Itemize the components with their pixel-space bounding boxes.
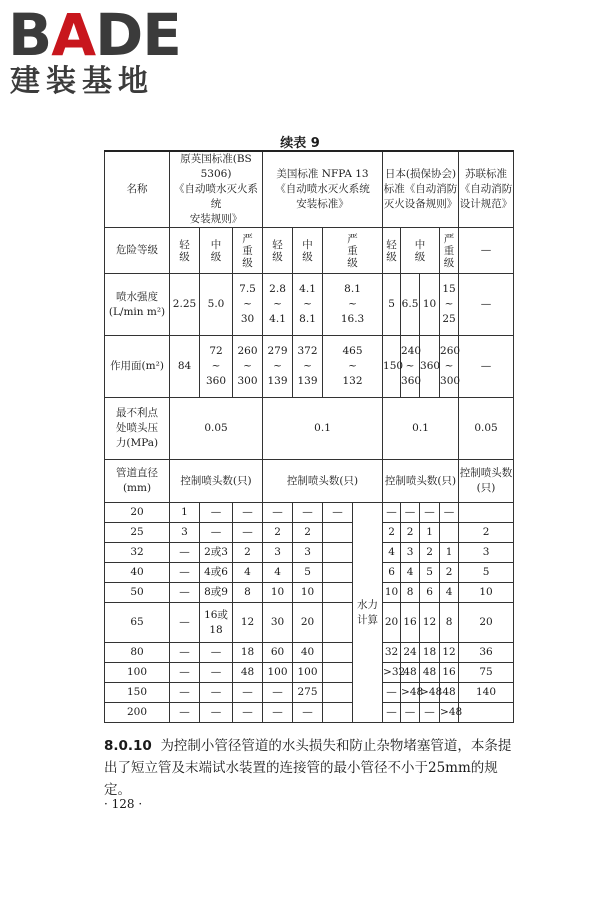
- uk-area-light: 84: [170, 336, 200, 398]
- jp-light-cell: 6: [383, 563, 401, 583]
- pipe-diameter: 80: [105, 643, 170, 663]
- us-mid-cell: 40: [293, 643, 323, 663]
- jp-light-cell: 32: [383, 643, 401, 663]
- uk-light-cell: —: [170, 603, 200, 643]
- uk-light-cell: —: [170, 583, 200, 603]
- uk-light-cell: —: [170, 703, 200, 723]
- jp-light-cell: —: [383, 683, 401, 703]
- su-area: —: [459, 336, 514, 398]
- jp-light-cell: 2: [383, 523, 401, 543]
- su-cell: 10: [459, 583, 514, 603]
- jp-pressure: 0.1: [383, 398, 459, 460]
- jp-mid2-cell: 1: [420, 523, 440, 543]
- jp-mid-cell: —: [401, 703, 420, 723]
- us-mid-cell: —: [293, 703, 323, 723]
- uk-mid-cell: 4或6: [200, 563, 233, 583]
- jp-intensity-light: 5: [383, 274, 401, 336]
- jp-mid2-cell: 5: [420, 563, 440, 583]
- header-su: 苏联标准 《自动消防 设计规范》: [459, 151, 514, 228]
- us-mid-cell: —: [293, 503, 323, 523]
- jp-heavy-cell: [440, 523, 459, 543]
- su-cell: 20: [459, 603, 514, 643]
- jp-light-cell: —: [383, 503, 401, 523]
- uk-light-cell: —: [170, 683, 200, 703]
- us-intensity-light: 2.8 ~ 4.1: [263, 274, 293, 336]
- jp-intensity-mid2: 10: [420, 274, 440, 336]
- jp-mid-cell: —: [401, 503, 420, 523]
- pipe-diameter: 50: [105, 583, 170, 603]
- uk-mid-cell: —: [200, 703, 233, 723]
- jp-heavy-cell: 16: [440, 663, 459, 683]
- header-jp: 日本(损保协会) 标准《自动消防 灭火设备规则》: [383, 151, 459, 228]
- table-row: [105, 603, 514, 643]
- us-mid-cell: 2: [293, 523, 323, 543]
- su-cell: [459, 703, 514, 723]
- us-light-cell: 2: [263, 523, 293, 543]
- jp-mid-cell: 16: [401, 603, 420, 643]
- us-heavy-cell: [323, 683, 353, 703]
- area-row: [105, 336, 514, 398]
- us-heavy-cell: [323, 663, 353, 683]
- us-intensity-heavy: 8.1 ~ 16.3: [323, 274, 383, 336]
- us-mid-cell: 275: [293, 683, 323, 703]
- us-heavy-cell: [323, 583, 353, 603]
- su-cell: 2: [459, 523, 514, 543]
- us-light: 轻 级: [263, 228, 293, 274]
- su-hazard: —: [459, 228, 514, 274]
- us-heavy-cell: [323, 523, 353, 543]
- uk-sprinkler-count: 控制喷头数(只): [170, 460, 263, 503]
- uk-heavy-cell: 4: [233, 563, 263, 583]
- us-heavy: 严 重 级: [323, 228, 383, 274]
- us-light-cell: 4: [263, 563, 293, 583]
- jp-mid-cell: >48: [401, 683, 420, 703]
- pipe-diameter: 20: [105, 503, 170, 523]
- uk-pressure: 0.05: [170, 398, 263, 460]
- uk-heavy-cell: 18: [233, 643, 263, 663]
- jp-mid2-cell: 6: [420, 583, 440, 603]
- su-cell: 36: [459, 643, 514, 663]
- intensity-row: [105, 274, 514, 336]
- clause-paragraph: [104, 735, 516, 801]
- jp-light-cell: —: [383, 703, 401, 723]
- su-cell: [459, 503, 514, 523]
- jp-mid: 中 级: [401, 228, 440, 274]
- jp-heavy-cell: 4: [440, 583, 459, 603]
- pressure-label: 最不利点 处喷头压 力(MPa): [105, 398, 170, 460]
- us-mid-cell: 100: [293, 663, 323, 683]
- clause-text: 为控制小管径管道的水头损失和防止杂物堵塞管道，本条提出了短立管及末端试水装置的连接管的最小管径不小于25mm的规定。: [104, 738, 512, 798]
- header-us: 美国标准 NFPA 13 《自动喷水灭火系统 安装标准》: [263, 151, 383, 228]
- jp-heavy-cell: 8: [440, 603, 459, 643]
- uk-heavy-cell: 2: [233, 543, 263, 563]
- us-light-cell: 30: [263, 603, 293, 643]
- intensity-label: 喷水强度 (L/min m²): [105, 274, 170, 336]
- jp-intensity-heavy: 15 ~ 25: [440, 274, 459, 336]
- us-area-mid: 372 ~ 139: [293, 336, 323, 398]
- pipe-diameter: 150: [105, 683, 170, 703]
- jp-mid-cell: 3: [401, 543, 420, 563]
- jp-heavy-cell: 12: [440, 643, 459, 663]
- uk-mid-cell: 8或9: [200, 583, 233, 603]
- uk-heavy-cell: —: [233, 683, 263, 703]
- table-row: [105, 503, 514, 523]
- table-row: [105, 663, 514, 683]
- pipe-diameter: 40: [105, 563, 170, 583]
- uk-heavy: 严 重 级: [233, 228, 263, 274]
- pipe-diameter: 100: [105, 663, 170, 683]
- jp-area-heavy: 260 ~ 300: [440, 336, 459, 398]
- page-number: · 128 ·: [104, 797, 143, 811]
- us-intensity-mid: 4.1 ~ 8.1: [293, 274, 323, 336]
- us-light-cell: 100: [263, 663, 293, 683]
- jp-light-cell: 4: [383, 543, 401, 563]
- su-cell: 3: [459, 543, 514, 563]
- logo-subtitle: 建装基地: [10, 64, 154, 99]
- table-row: [105, 703, 514, 723]
- uk-heavy-cell: —: [233, 523, 263, 543]
- uk-mid-cell: —: [200, 663, 233, 683]
- uk-light-cell: —: [170, 543, 200, 563]
- jp-light: 轻 级: [383, 228, 401, 274]
- header-name: 名称: [105, 151, 170, 228]
- uk-light-cell: —: [170, 563, 200, 583]
- header-uk: 原英国标准(BS 5306) 《自动喷水灭火系统 安装规则》: [170, 151, 263, 228]
- us-sprinkler-count: 控制喷头数(只): [263, 460, 383, 503]
- jp-mid2-cell: —: [420, 503, 440, 523]
- logo-wordmark: BADE: [8, 1, 181, 69]
- su-cell: 5: [459, 563, 514, 583]
- table-row: [105, 563, 514, 583]
- jp-heavy: 严 重 级: [440, 228, 459, 274]
- us-heavy-cell: [323, 643, 353, 663]
- uk-light: 轻 级: [170, 228, 200, 274]
- diameter-header-row: [105, 460, 514, 503]
- jp-mid-cell: 48: [401, 663, 420, 683]
- jp-heavy-cell: —: [440, 503, 459, 523]
- jp-area-mid: 240 ~ 360: [401, 336, 420, 398]
- jp-mid2-cell: —: [420, 703, 440, 723]
- uk-mid-cell: —: [200, 643, 233, 663]
- us-area-light: 279 ~ 139: [263, 336, 293, 398]
- uk-intensity-light: 2.25: [170, 274, 200, 336]
- uk-area-mid: 72 ~ 360: [200, 336, 233, 398]
- header-row: [105, 151, 514, 228]
- su-cell: 140: [459, 683, 514, 703]
- jp-mid-cell: 4: [401, 563, 420, 583]
- bade-logo: [8, 1, 181, 104]
- uk-heavy-cell: —: [233, 503, 263, 523]
- us-pressure: 0.1: [263, 398, 383, 460]
- su-sprinkler-count: 控制喷头数(只): [459, 460, 514, 503]
- su-pressure: 0.05: [459, 398, 514, 460]
- uk-heavy-cell: 48: [233, 663, 263, 683]
- us-mid-cell: 5: [293, 563, 323, 583]
- clause-number: 8.0.10: [104, 738, 152, 754]
- table-row: [105, 543, 514, 563]
- jp-mid-cell: 24: [401, 643, 420, 663]
- hazard-label: 危险等级: [105, 228, 170, 274]
- us-area-heavy: 465 ~ 132: [323, 336, 383, 398]
- us-light-cell: —: [263, 683, 293, 703]
- uk-heavy-cell: —: [233, 703, 263, 723]
- uk-intensity-mid: 5.0: [200, 274, 233, 336]
- us-heavy-cell: [323, 603, 353, 643]
- pipe-diameter: 200: [105, 703, 170, 723]
- uk-mid: 中 级: [200, 228, 233, 274]
- us-heavy-cell: [323, 543, 353, 563]
- jp-area-light: 150: [383, 336, 401, 398]
- uk-mid-cell: —: [200, 523, 233, 543]
- jp-heavy-cell: 2: [440, 563, 459, 583]
- hazard-row: [105, 228, 514, 274]
- table-row: [105, 583, 514, 603]
- pressure-row: [105, 398, 514, 460]
- jp-intensity-mid: 6.5: [401, 274, 420, 336]
- us-light-cell: 60: [263, 643, 293, 663]
- uk-heavy-cell: 12: [233, 603, 263, 643]
- uk-mid-cell: —: [200, 503, 233, 523]
- jp-area-mid2: 360: [420, 336, 440, 398]
- jp-sprinkler-count: 控制喷头数(只): [383, 460, 459, 503]
- uk-light-cell: 3: [170, 523, 200, 543]
- jp-light-cell: 20: [383, 603, 401, 643]
- water-calc-cell: 水力 计算: [353, 503, 383, 723]
- jp-mid2-cell: 2: [420, 543, 440, 563]
- jp-heavy-cell: 48: [440, 683, 459, 703]
- jp-mid2-cell: 12: [420, 603, 440, 643]
- table-caption: 续表 9: [280, 136, 320, 151]
- jp-mid-cell: 8: [401, 583, 420, 603]
- uk-light-cell: 1: [170, 503, 200, 523]
- us-heavy-cell: [323, 563, 353, 583]
- area-label: 作用面(m²): [105, 336, 170, 398]
- jp-mid2-cell: 18: [420, 643, 440, 663]
- jp-mid2-cell: 48: [420, 663, 440, 683]
- jp-light-cell: >32: [383, 663, 401, 683]
- diameter-label: 管道直径 (mm): [105, 460, 170, 503]
- su-cell: 75: [459, 663, 514, 683]
- us-mid: 中 级: [293, 228, 323, 274]
- uk-light-cell: —: [170, 663, 200, 683]
- jp-heavy-cell: 1: [440, 543, 459, 563]
- uk-mid-cell: 16或18: [200, 603, 233, 643]
- us-light-cell: —: [263, 703, 293, 723]
- jp-mid2-cell: >48: [420, 683, 440, 703]
- uk-heavy-cell: 8: [233, 583, 263, 603]
- us-light-cell: 3: [263, 543, 293, 563]
- pipe-diameter: 32: [105, 543, 170, 563]
- uk-mid-cell: —: [200, 683, 233, 703]
- jp-mid-cell: 2: [401, 523, 420, 543]
- us-heavy-cell: —: [323, 503, 353, 523]
- su-intensity: —: [459, 274, 514, 336]
- table-row: [105, 643, 514, 663]
- uk-area-heavy: 260 ~ 300: [233, 336, 263, 398]
- us-heavy-cell: [323, 703, 353, 723]
- us-mid-cell: 3: [293, 543, 323, 563]
- uk-mid-cell: 2或3: [200, 543, 233, 563]
- us-mid-cell: 10: [293, 583, 323, 603]
- us-light-cell: 10: [263, 583, 293, 603]
- pipe-diameter: 25: [105, 523, 170, 543]
- us-mid-cell: 20: [293, 603, 323, 643]
- uk-intensity-heavy: 7.5 ~ 30: [233, 274, 263, 336]
- us-light-cell: —: [263, 503, 293, 523]
- uk-light-cell: —: [170, 643, 200, 663]
- table-row: [105, 523, 514, 543]
- pipe-diameter: 65: [105, 603, 170, 643]
- table-row: [105, 683, 514, 703]
- jp-heavy-cell: >48: [440, 703, 459, 723]
- comparison-table: [104, 150, 514, 723]
- jp-light-cell: 10: [383, 583, 401, 603]
